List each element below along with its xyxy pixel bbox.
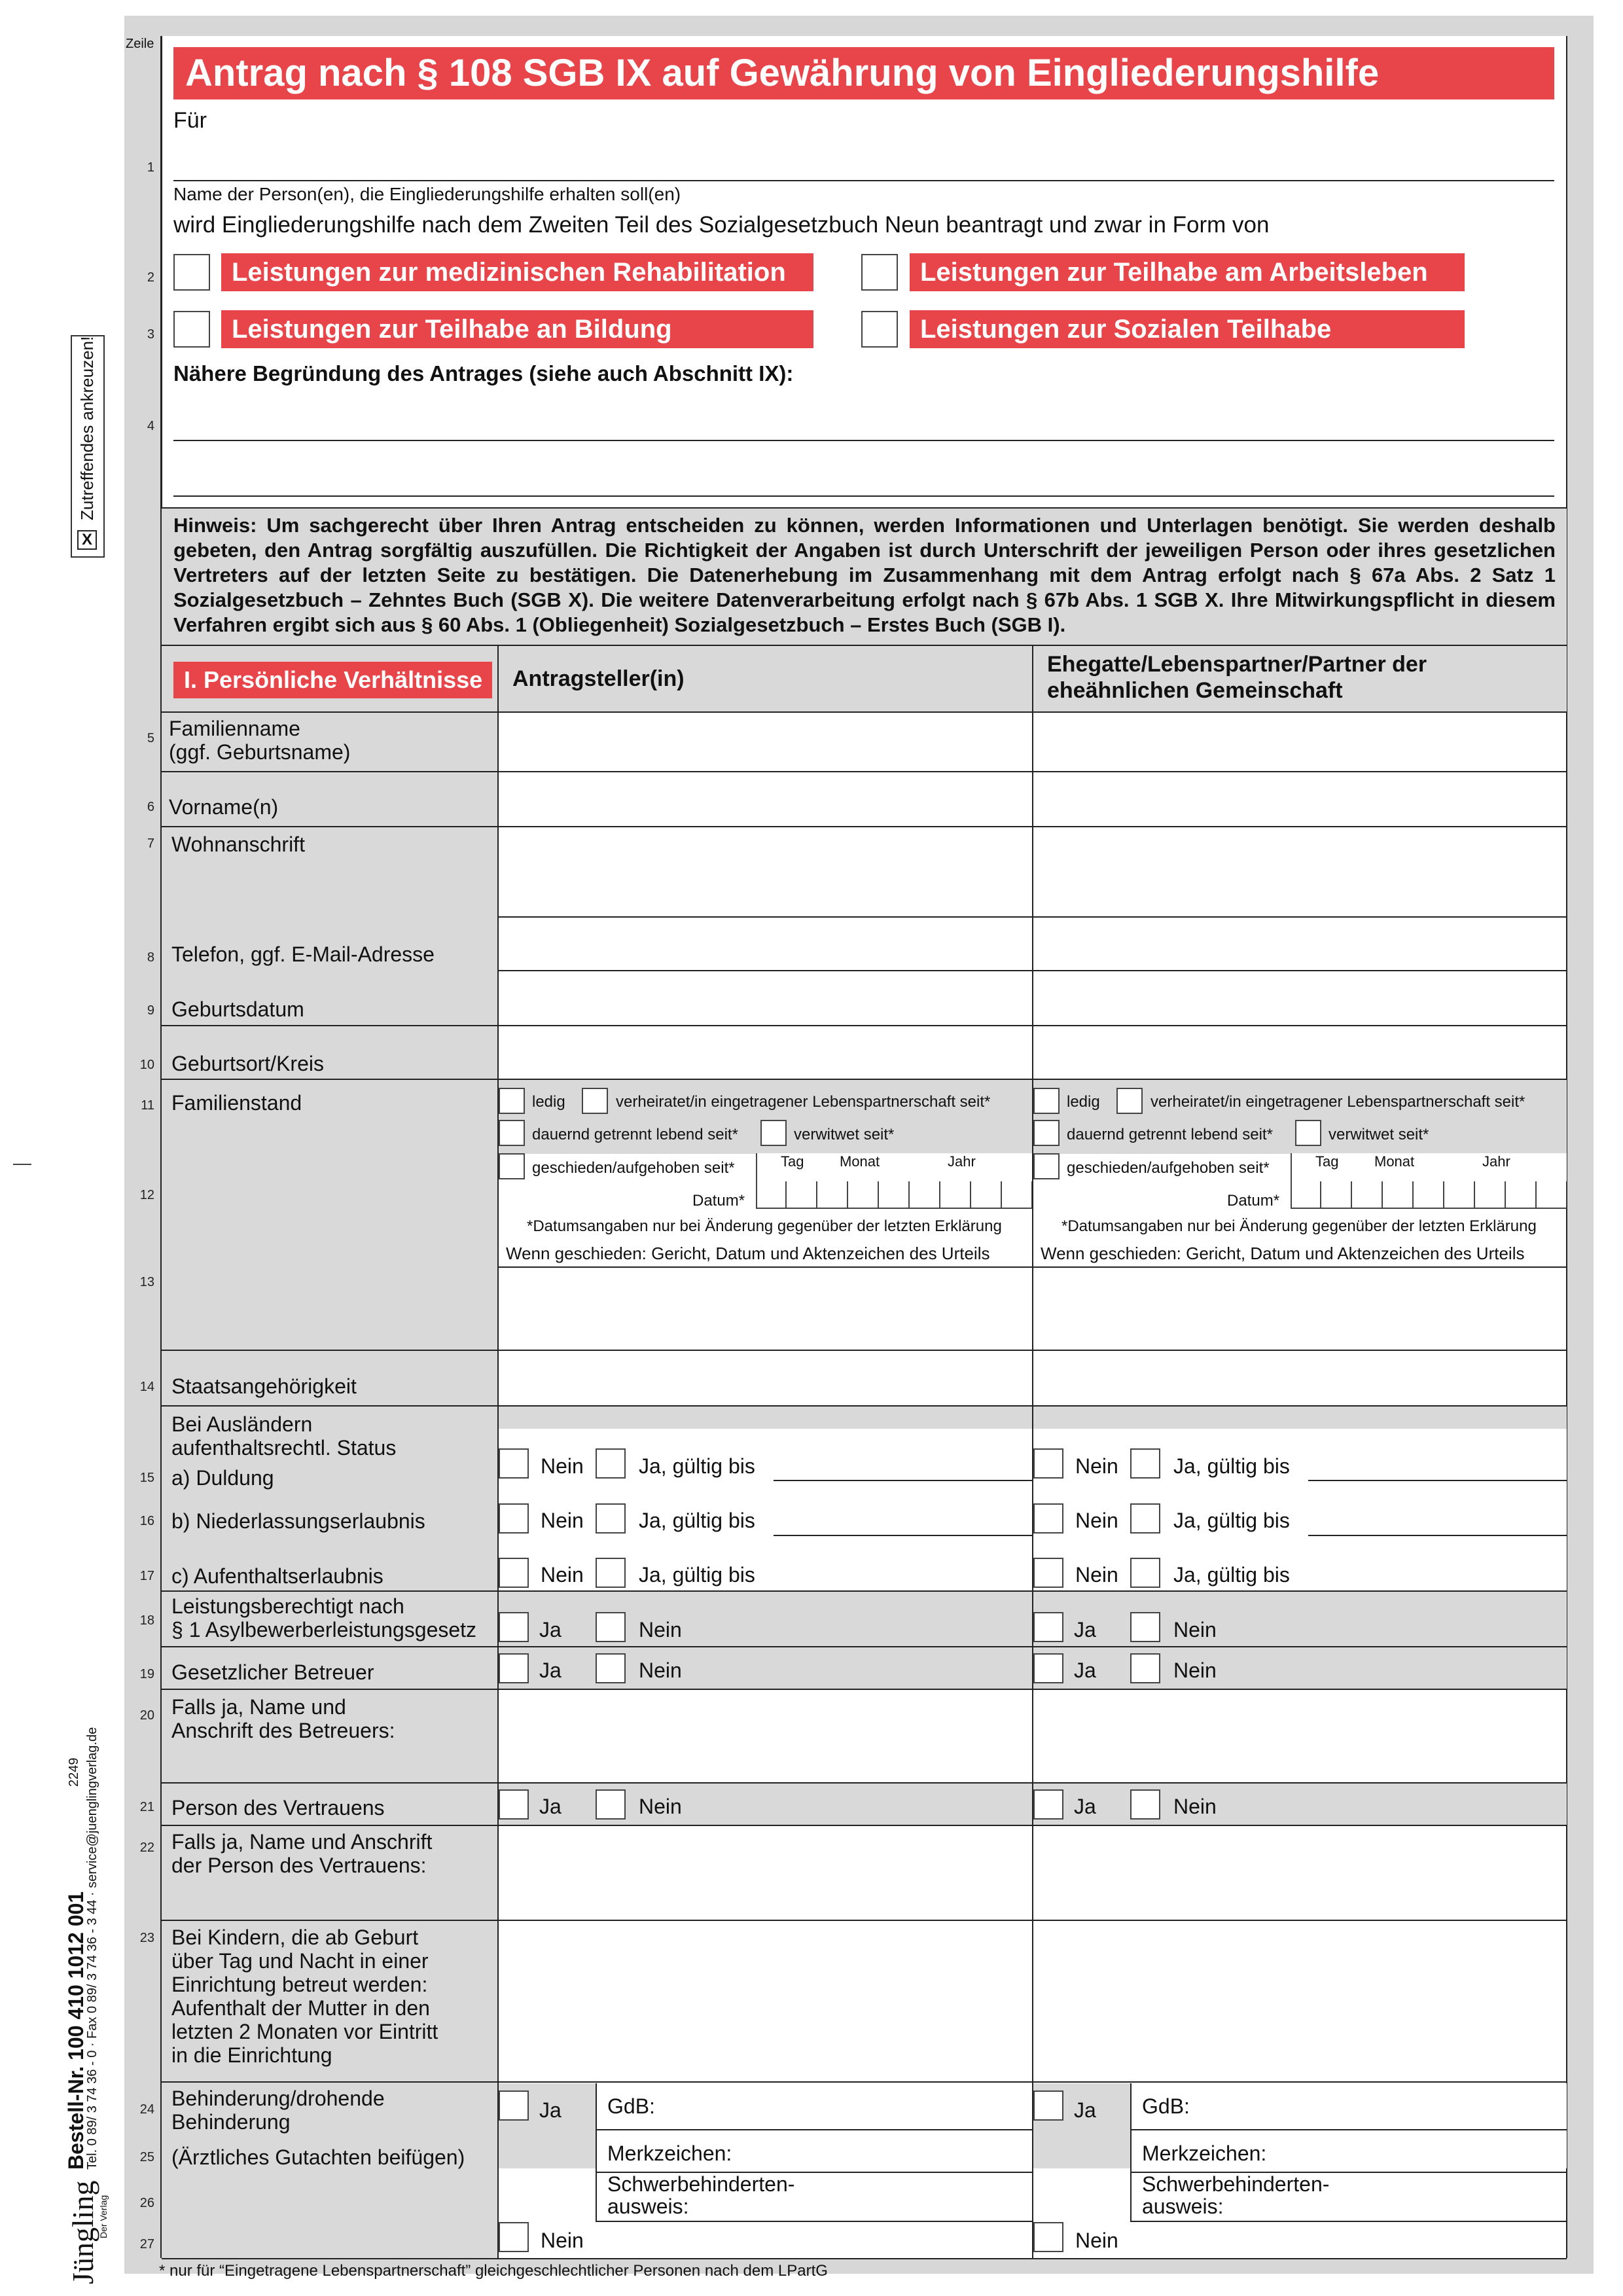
checkbox-getrennt-partner[interactable] (1033, 1120, 1060, 1146)
x-mark-icon: X (77, 530, 97, 550)
partner-vorname-input[interactable] (1033, 772, 1567, 826)
fs-verwitwet-label: verwitwet seit* (1329, 1126, 1429, 1143)
fuer-label: Für (173, 108, 207, 133)
line-number: 10 (139, 1058, 154, 1072)
checkbox-getrennt[interactable] (499, 1120, 525, 1146)
antrag-kinder-input[interactable] (499, 1921, 1032, 2081)
checkbox-verwitwet-partner[interactable] (1295, 1120, 1321, 1146)
partner-merkzeichen-input[interactable] (1281, 2130, 1565, 2171)
row-gutachten: (Ärztliches Gutachten beifügen) (171, 2145, 465, 2169)
line-number: 27 (139, 2237, 154, 2251)
line-number: 6 (147, 800, 154, 814)
row-betreuer-name: Falls ja, Name und Anschrift des Betreuers: (171, 1695, 395, 1742)
partner-niederlassung-date[interactable] (1308, 1481, 1567, 1535)
partner-duldung-date[interactable] (1308, 1429, 1567, 1480)
label-gdb: GdB: (607, 2094, 655, 2118)
publisher-logo-sub: Der Verlag (98, 2195, 109, 2238)
intro-text: wird Eingliederungshilfe nach dem Zweiten Teil des Sozialgesetzbuch Neun beantragt und zwar in Form von (173, 212, 1270, 238)
col-antragsteller: Antragsteller(in) (512, 666, 685, 691)
datum-monat-label: Monat (1374, 1153, 1415, 1170)
row-aufenthalt: c) Aufenthaltserlaubnis (171, 1564, 383, 1588)
datum-jahr-label: Jahr (948, 1153, 976, 1170)
checkbox-asyl-ja[interactable] (499, 1612, 529, 1642)
label-ja: Ja (1074, 1795, 1096, 1818)
checkbox-verheiratet[interactable] (582, 1088, 608, 1114)
label-nein: Nein (541, 1509, 584, 1532)
antrag-geburtsort-input[interactable] (499, 1026, 1032, 1079)
fs-ledig-label: ledig (1067, 1093, 1100, 1111)
checkbox-aufenthalt-nein-partner[interactable] (1033, 1558, 1063, 1588)
antrag-merkzeichen-input[interactable] (746, 2130, 1031, 2171)
section-title: I. Persönliche Verhältnisse (173, 662, 492, 698)
label-schwerbehindertenausweis: Schwerbehinderten- ausweis: (1142, 2172, 1330, 2218)
datum-tag-label: Tag (1315, 1153, 1339, 1170)
checkbox-duldung-ja-partner[interactable] (1130, 1448, 1160, 1479)
page-title: Antrag nach § 108 SGB IX auf Gewährung von Eingliederungshilfe (173, 47, 1554, 99)
label-nein: Nein (639, 1618, 682, 1641)
label-ja-gueltig: Ja, gültig bis (1173, 1563, 1290, 1587)
checkbox-niederlassung-ja[interactable] (596, 1503, 626, 1534)
line-number: 25 (139, 2150, 154, 2164)
antrag-gdb-input[interactable] (694, 2085, 1031, 2128)
checkbox-vertrauen-ja[interactable] (499, 1789, 529, 1820)
bestell-nr: Bestell-Nr. 100 410 1012 001 (64, 1891, 88, 2170)
checkbox-duldung-ja[interactable] (596, 1448, 626, 1479)
label-nein: Nein (639, 1795, 682, 1818)
label-nein: Nein (541, 1563, 584, 1587)
row-geburtsdatum: Geburtsdatum (171, 997, 304, 1021)
partner-urteil-input[interactable] (1033, 1268, 1567, 1350)
footnote: * nur für “Eingetragene Lebenspartnerschaft” gleichgeschlechtlicher Personen nach dem LPartG (159, 2262, 828, 2280)
antrag-niederlassung-date[interactable] (774, 1481, 1032, 1535)
checkbox-aufenthalt-ja-partner[interactable] (1130, 1558, 1160, 1588)
partner-aufenthalt-date[interactable] (1308, 1536, 1567, 1590)
label-merkzeichen: Merkzeichen: (1142, 2142, 1267, 2165)
checkbox-behinderung-nein[interactable] (499, 2222, 529, 2252)
ankreuzen-hint: Zutreffendes ankreuzen! (77, 336, 97, 520)
checkbox-vertrauen-nein-partner[interactable] (1130, 1789, 1160, 1820)
label-nein: Nein (1173, 1795, 1217, 1818)
label-nein: Nein (1075, 2229, 1118, 2252)
line-number: 18 (139, 1613, 154, 1628)
line-number: 20 (139, 1708, 154, 1723)
label-nein: Nein (1075, 1454, 1118, 1478)
line-number: 24 (139, 2102, 154, 2117)
checkbox-geschieden-partner[interactable] (1033, 1153, 1060, 1179)
row-auslaender: Bei Ausländern aufenthaltsrechtl. Status (171, 1412, 397, 1460)
checkbox-niederlassung-nein[interactable] (499, 1503, 529, 1534)
label-ja: Ja (1074, 1618, 1096, 1641)
antrag-vertrauen-input[interactable] (499, 1826, 1032, 1920)
partner-kinder-input[interactable] (1033, 1921, 1567, 2081)
partner-gdb-input[interactable] (1228, 2085, 1565, 2128)
partner-betreuer-input[interactable] (1033, 1690, 1567, 1782)
checkbox-behinderung-ja[interactable] (499, 2090, 529, 2121)
checkbox-geschieden[interactable] (499, 1153, 525, 1179)
fs-ledig-label: ledig (532, 1093, 565, 1111)
line-number: 16 (139, 1514, 154, 1528)
checkbox-betreuer-ja[interactable] (499, 1653, 529, 1683)
fs-geschieden-label: geschieden/aufgehoben seit* (532, 1159, 735, 1177)
fs-verheiratet-label: verheiratet/in eingetragener Lebenspartnerschaft seit* (1150, 1093, 1525, 1111)
label-nein: Nein (541, 1454, 584, 1478)
row-asyl: Leistungsberechtigt nach § 1 Asylbewerberleistungsgesetz (171, 1594, 477, 1641)
fs-verwitwet-label: verwitwet seit* (794, 1126, 895, 1143)
line-number: 9 (147, 1003, 154, 1018)
checkbox-behinderung-ja-partner[interactable] (1033, 2090, 1063, 2121)
checkbox-ledig[interactable] (499, 1088, 525, 1114)
row-vorname: Vorname(n) (169, 795, 279, 819)
partner-geburtsdatum-input[interactable] (1033, 971, 1567, 1025)
label-arbeitsleben: Leistungen zur Teilhabe am Arbeitsleben (910, 253, 1465, 291)
partner-wohnanschrift-input[interactable] (1033, 827, 1567, 916)
fs-note: *Datumsangaben nur bei Änderung gegenüber der letzten Erklärung (527, 1217, 1002, 1235)
label-nein: Nein (1173, 1659, 1217, 1682)
fs-urteil: Wenn geschieden: Gericht, Datum und Aktenzeichen des Urteils (1041, 1244, 1525, 1263)
fs-verheiratet-label: verheiratet/in eingetragener Lebenspartnerschaft seit* (616, 1093, 991, 1111)
antrag-staat-input[interactable] (499, 1351, 1032, 1405)
kontakt-info: Tel. 0 89/ 3 74 36 - 0 · Fax 0 89/ 3 74 36 - 3 44 · service@juenglingverlag.de (85, 1727, 99, 2170)
name-line[interactable] (173, 180, 1554, 181)
label-ja: Ja (1074, 2098, 1096, 2122)
label-ja: Ja (539, 1795, 562, 1818)
datum-monat-label: Monat (840, 1153, 880, 1170)
row-vertrauen-name: Falls ja, Name und Anschrift der Person des Vertrauens: (171, 1830, 433, 1877)
row-wohnanschrift: Wohnanschrift (171, 833, 305, 856)
antrag-aufenthalt-date[interactable] (774, 1536, 1032, 1590)
checkbox-aufenthalt-ja[interactable] (596, 1558, 626, 1588)
row-familienname: Familienname (ggf. Geburtsname) (169, 717, 351, 764)
row-familienstand: Familienstand (171, 1091, 302, 1115)
fs-getrennt-label: dauernd getrennt lebend seit* (1067, 1126, 1273, 1143)
fs-datum-label: Datum* (1227, 1192, 1280, 1210)
label-nein: Nein (541, 2229, 584, 2252)
checkbox-soziale-teilhabe[interactable] (861, 311, 898, 348)
row-duldung: a) Duldung (171, 1466, 274, 1490)
fs-datum-label: Datum* (692, 1192, 745, 1210)
checkbox-verheiratet-partner[interactable] (1116, 1088, 1143, 1114)
line-number: 19 (139, 1667, 154, 1681)
label-ja-gueltig: Ja, gültig bis (639, 1563, 755, 1587)
fs-getrennt-label: dauernd getrennt lebend seit* (532, 1126, 738, 1143)
checkbox-niederlassung-nein-partner[interactable] (1033, 1503, 1063, 1534)
label-ja: Ja (1074, 1659, 1096, 1682)
antrag-familienname-input[interactable] (499, 713, 1032, 771)
label-ja-gueltig: Ja, gültig bis (639, 1454, 755, 1478)
row-vertrauen: Person des Vertrauens (171, 1796, 385, 1820)
label-nein: Nein (1075, 1563, 1118, 1587)
label-schwerbehindertenausweis: Schwerbehinderten- ausweis: (607, 2172, 795, 2218)
checkbox-betreuer-nein-partner[interactable] (1130, 1653, 1160, 1683)
fold-mark (13, 1164, 31, 1165)
col-partner: Ehegatte/Lebenspartner/Partner der eheähnlichen Gemeinschaft (1047, 652, 1427, 703)
partner-familienname-input[interactable] (1033, 713, 1567, 771)
form-number: 2249 (67, 1757, 81, 1787)
line-number: 22 (139, 1840, 154, 1855)
label-gdb: GdB: (1142, 2094, 1190, 2118)
partner-telefon-input[interactable] (1033, 918, 1567, 970)
label-ja-gueltig: Ja, gültig bis (639, 1509, 755, 1532)
label-nein: Nein (639, 1659, 682, 1682)
line-number: 23 (139, 1931, 154, 1945)
checkbox-arbeitsleben[interactable] (861, 254, 898, 291)
antrag-vorname-input[interactable] (499, 772, 1032, 826)
label-ja-gueltig: Ja, gültig bis (1173, 1454, 1290, 1478)
row-betreuer: Gesetzlicher Betreuer (171, 1660, 374, 1684)
begruendung-line-2[interactable] (173, 495, 1554, 497)
checkbox-asyl-nein[interactable] (596, 1612, 626, 1642)
checkbox-asyl-nein-partner[interactable] (1130, 1612, 1160, 1642)
line-number: 4 (147, 419, 154, 433)
line-number: 5 (147, 731, 154, 745)
publisher-logo: Jüngling (66, 2180, 99, 2284)
checkbox-betreuer-ja-partner[interactable] (1033, 1653, 1063, 1683)
antrag-wohnanschrift-input[interactable] (499, 827, 1032, 916)
line-number: 11 (141, 1098, 154, 1113)
label-ja: Ja (539, 2098, 562, 2122)
checkbox-vertrauen-nein[interactable] (596, 1789, 626, 1820)
checkbox-med-reha[interactable] (173, 254, 210, 291)
label-ja-gueltig: Ja, gültig bis (1173, 1509, 1290, 1532)
fs-note: *Datumsangaben nur bei Änderung gegenüber der letzten Erklärung (1061, 1217, 1537, 1235)
name-caption: Name der Person(en), die Eingliederungshilfe erhalten soll(en) (173, 184, 681, 204)
row-kinder: Bei Kindern, die ab Geburt über Tag und Nacht in einer Einrichtung betreut werden: Aufenthalt der Mutter in den letzten 2 Monaten vor Eintritt in die Einrichtung (171, 1926, 438, 2067)
label-soziale-teilhabe: Leistungen zur Sozialen Teilhabe (910, 310, 1465, 348)
line-number: 12 (139, 1188, 154, 1202)
line-number: 3 (147, 327, 154, 342)
row-geburtsort: Geburtsort/Kreis (171, 1052, 324, 1075)
line-number: 13 (139, 1275, 154, 1289)
antrag-geburtsdatum-input[interactable] (499, 971, 1032, 1025)
checkbox-behinderung-nein-partner[interactable] (1033, 2222, 1063, 2252)
row-niederlassung: b) Niederlassungserlaubnis (171, 1509, 425, 1533)
fs-urteil: Wenn geschieden: Gericht, Datum und Aktenzeichen des Urteils (506, 1244, 990, 1263)
line-number: 7 (147, 836, 154, 851)
begruendung-line-1[interactable] (173, 440, 1554, 441)
row-behinderung: Behinderung/drohende Behinderung (171, 2087, 385, 2134)
label-merkzeichen: Merkzeichen: (607, 2142, 732, 2165)
partner-vertrauen-input[interactable] (1033, 1826, 1567, 1920)
partner-staat-input[interactable] (1033, 1351, 1567, 1405)
line-number: 17 (139, 1569, 154, 1583)
begruendung-label: Nähere Begründung des Antrages (siehe auch Abschnitt IX): (173, 361, 794, 386)
label-bildung: Leistungen zur Teilhabe an Bildung (221, 310, 813, 348)
line-number: 14 (139, 1380, 154, 1394)
line-number: 26 (139, 2196, 154, 2210)
datum-jahr-label: Jahr (1482, 1153, 1510, 1170)
row-staatsangehoerigkeit: Staatsangehörigkeit (171, 1374, 357, 1398)
checkbox-ledig-partner[interactable] (1033, 1088, 1060, 1114)
antrag-duldung-date[interactable] (774, 1429, 1032, 1480)
checkbox-bildung[interactable] (173, 311, 210, 348)
checkbox-vertrauen-ja-partner[interactable] (1033, 1789, 1063, 1820)
label-nein: Nein (1173, 1618, 1217, 1641)
label-ja: Ja (539, 1618, 562, 1641)
antrag-telefon-input[interactable] (499, 918, 1032, 970)
line-number: 1 (147, 160, 154, 175)
zeile-label: Zeile (126, 37, 154, 51)
checkbox-duldung-nein[interactable] (499, 1448, 529, 1479)
line-number: 21 (139, 1800, 154, 1814)
line-number: 8 (147, 950, 154, 965)
fs-geschieden-label: geschieden/aufgehoben seit* (1067, 1159, 1270, 1177)
antrag-urteil-input[interactable] (499, 1268, 1032, 1350)
checkbox-niederlassung-ja-partner[interactable] (1130, 1503, 1160, 1534)
checkbox-asyl-ja-partner[interactable] (1033, 1612, 1063, 1642)
checkbox-verwitwet[interactable] (760, 1120, 787, 1146)
partner-geburtsort-input[interactable] (1033, 1026, 1567, 1079)
line-number: 2 (147, 270, 154, 285)
antrag-betreuer-input[interactable] (499, 1690, 1032, 1782)
row-telefon: Telefon, ggf. E-Mail-Adresse (171, 942, 435, 966)
label-nein: Nein (1075, 1509, 1118, 1532)
label-ja: Ja (539, 1659, 562, 1682)
datum-tag-label: Tag (781, 1153, 804, 1170)
label-med-reha: Leistungen zur medizinischen Rehabilitation (221, 253, 813, 291)
hinweis-text: Hinweis: Um sachgerecht über Ihren Antrag entscheiden zu können, werden Informationen und Unterlagen benötigt. Sie werden deshalb gebeten, den Antrag sorgfältig auszufüllen. Die Richtigkeit der Angaben ist durch Unterschrift der jeweiligen Person oder ihres gesetzlichen Vertreters auf der letzten Seite zu bestätigen. Die Datenerhebung im Zusammenhang mit dem Antrag erfolgt nach § 67a Abs. 2 Satz 1 Sozialgesetzbuch – Zehntes Buch (SGB X). Die weitere Datenverarbeitung erfolgt nach § 67b Abs. 1 SGB X. Ihre Mitwirkungspflicht in diesem Verfahren ergibt sich aus § 60 Abs. 1 (Obliegenheit) Sozialgesetzbuch – Erstes Buch (SGB I). (173, 514, 1556, 636)
line-number: 15 (139, 1471, 154, 1485)
checkbox-aufenthalt-nein[interactable] (499, 1558, 529, 1588)
checkbox-duldung-nein-partner[interactable] (1033, 1448, 1063, 1479)
checkbox-betreuer-nein[interactable] (596, 1653, 626, 1683)
